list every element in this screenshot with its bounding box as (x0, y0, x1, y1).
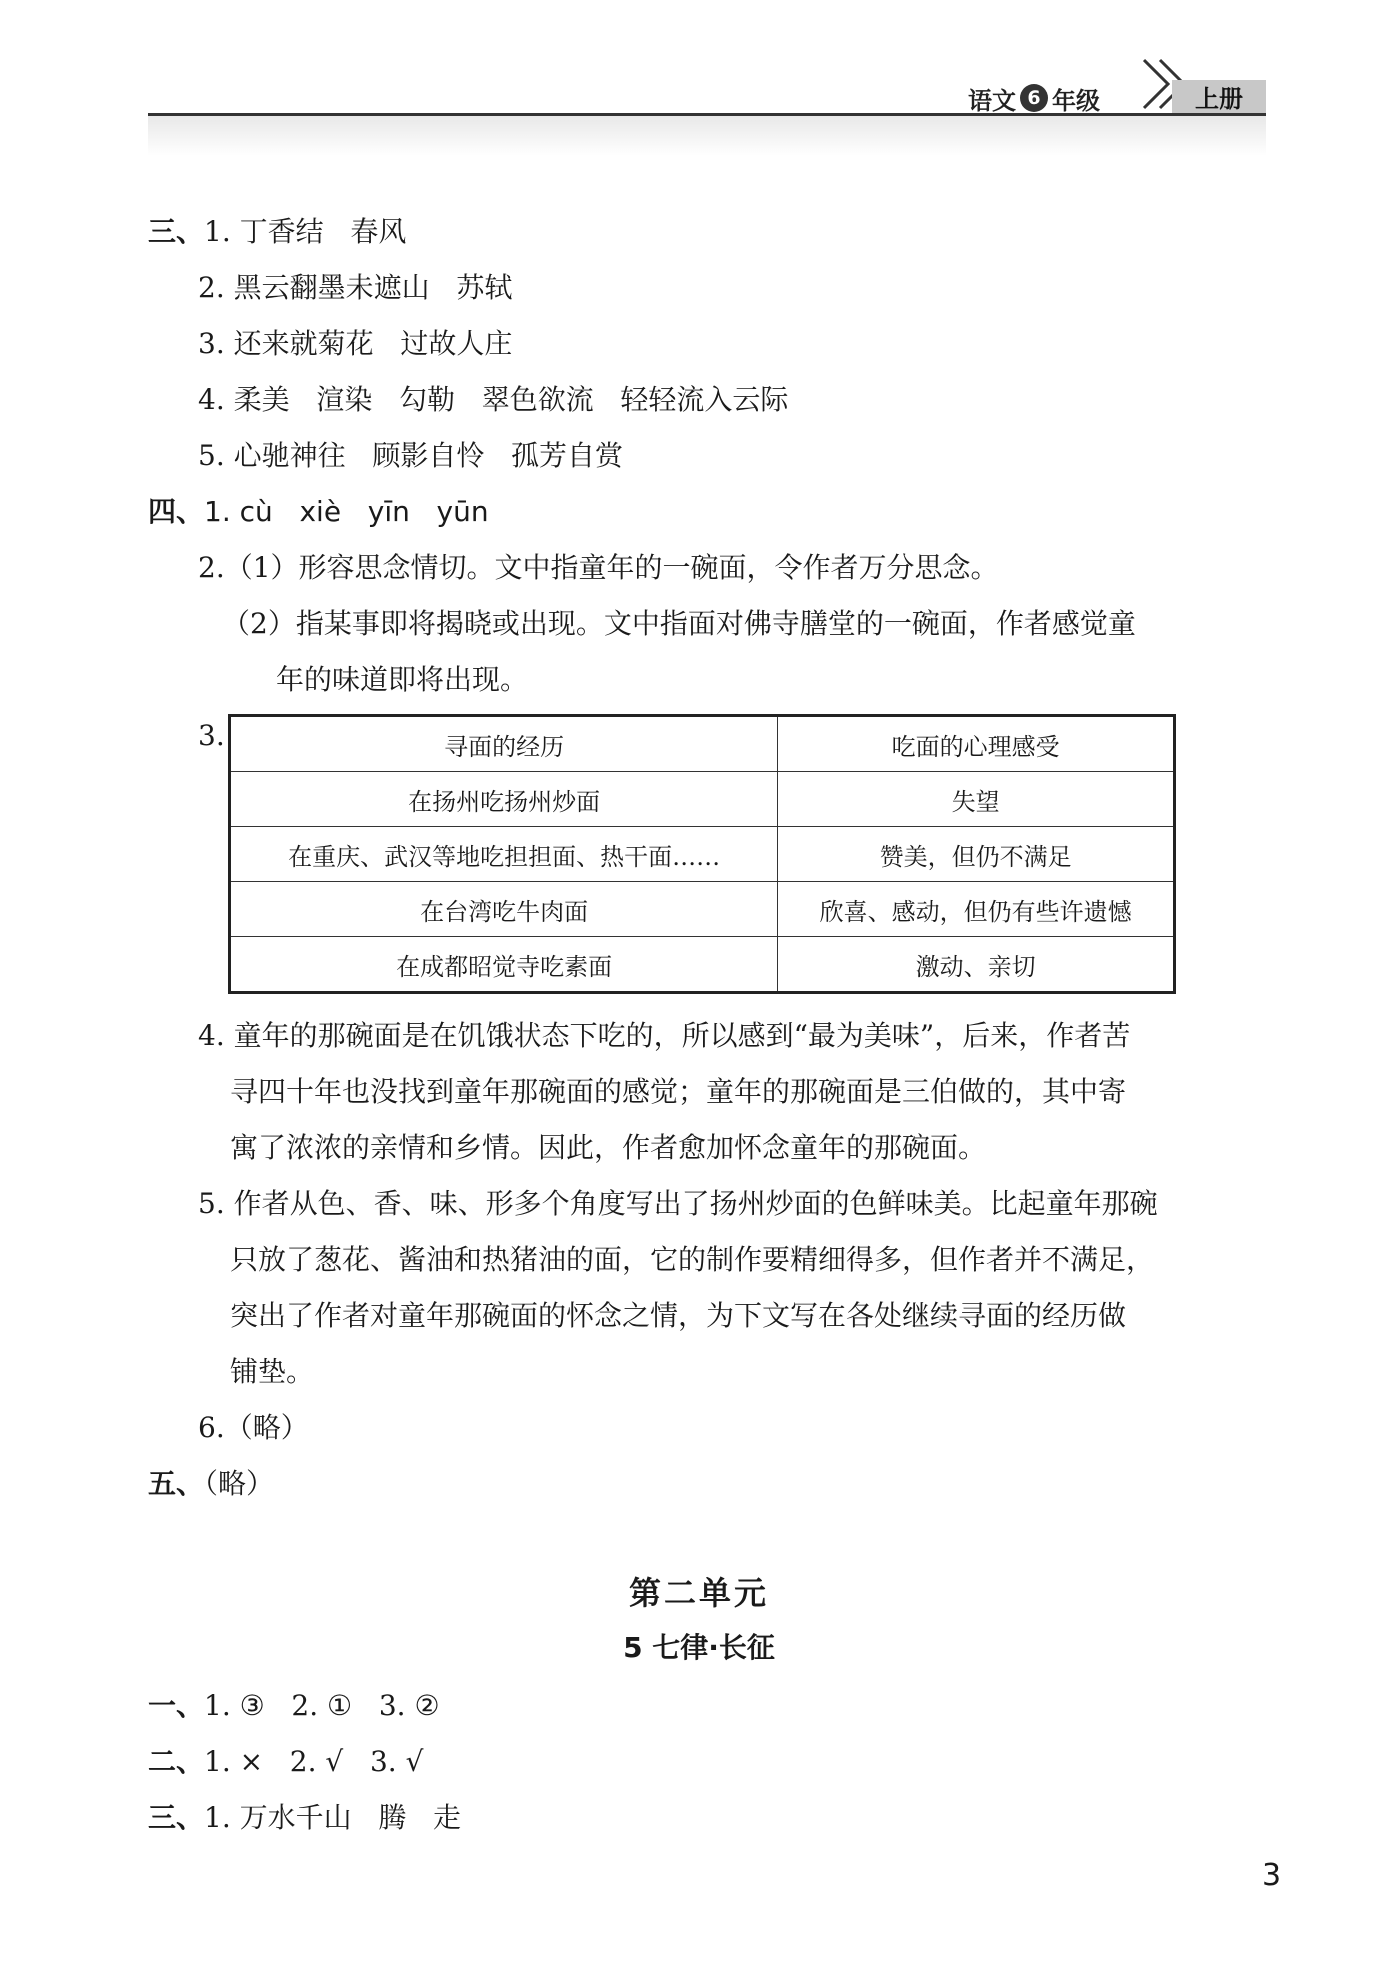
answer-line (148, 1464, 274, 1504)
answer-line: 4. 柔美 渲染 勾勒 翠色欲流 轻轻流入云际 (198, 383, 789, 416)
answer-line (148, 492, 489, 532)
question-label: 二、 (148, 1745, 205, 1778)
page-number: 3 (1262, 1858, 1282, 1893)
answer-line (148, 1798, 461, 1838)
answer-line: 4. 童年的那碗面是在饥饿状态下吃的，所以感到“最为美味”，后来，作者苦 (198, 1019, 1131, 1052)
answer-text: （略） (204, 1467, 275, 1500)
table-cell: 激动、亲切 (778, 937, 1175, 993)
answer-text: 1. 丁香结 春风 (204, 215, 407, 248)
answer-line: 3. 还来就菊花 过故人庄 (198, 327, 513, 360)
answer-line (148, 212, 406, 252)
table-row (230, 772, 1175, 827)
table-cell: 在成都昭觉寺吃素面 (230, 937, 778, 993)
answer-line (148, 1686, 440, 1726)
answer-line: 年的味道即将出现。 (276, 663, 529, 696)
question-label: 三、 (148, 215, 205, 248)
book-title (968, 80, 1100, 116)
answer-line: 3. (198, 719, 225, 752)
grade-suffix: 年级 (1052, 86, 1100, 115)
unit-title: 第二单元 (628, 1574, 769, 1612)
answer-line (148, 1742, 423, 1782)
header-shade (148, 116, 1266, 156)
answer-text: 1. ③ 2. ① 3. ② (204, 1689, 440, 1722)
question-label: 四、 (148, 495, 205, 528)
answer-line: 只放了葱花、酱油和热猪油的面，它的制作要精细得多，但作者并不满足， (230, 1243, 1155, 1276)
answer-line: 6.（略） (198, 1411, 309, 1444)
answer-line: （2）指某事即将揭晓或出现。文中指面对佛寺膳堂的一碗面，作者感觉童 (222, 607, 1136, 640)
answer-line: 5. 心驰神往 顾影自怜 孤芳自赏 (198, 439, 624, 472)
table-cell: 在重庆、武汉等地吃担担面、热干面…… (230, 827, 778, 882)
pinyin-answer: 1. cù xiè yīn yūn (204, 495, 489, 528)
table-cell: 在扬州吃扬州炒面 (230, 772, 778, 827)
answer-line: 铺垫。 (230, 1355, 315, 1388)
answer-text: 1. 万水千山 腾 走 (204, 1801, 462, 1834)
volume-tab: 上册 (1172, 80, 1266, 113)
answer-line: 5. 作者从色、香、味、形多个角度写出了扬州炒面的色鲜味美。比起童年那碗 (198, 1187, 1158, 1220)
table-row (230, 937, 1175, 993)
answer-line: 寻四十年也没找到童年那碗面的感觉；童年的那碗面是三伯做的，其中寄 (230, 1075, 1127, 1108)
question-label: 五、 (148, 1467, 205, 1500)
question-label: 三、 (148, 1801, 205, 1834)
table-row (230, 882, 1175, 937)
answer-text: 1. × 2. √ 3. √ (204, 1745, 424, 1778)
table-cell: 失望 (778, 772, 1175, 827)
answer-line: 2. 黑云翻墨未遮山 苏轼 (198, 271, 513, 304)
table-cell: 在台湾吃牛肉面 (230, 882, 778, 937)
grade-number-badge: 6 (1020, 84, 1048, 112)
table-header-cell: 寻面的经历 (230, 716, 778, 772)
table-header-row (230, 716, 1175, 772)
answer-line: 突出了作者对童年那碗面的怀念之情，为下文写在各处继续寻面的经历做 (230, 1299, 1127, 1332)
subject-label: 语文 (968, 86, 1016, 115)
lesson-title: 5 七律·长征 (623, 1631, 775, 1664)
table-cell: 赞美，但仍不满足 (778, 827, 1175, 882)
question-label: 一、 (148, 1689, 205, 1722)
table-header-cell: 吃面的心理感受 (778, 716, 1175, 772)
table-row (230, 827, 1175, 882)
answer-line: 2.（1）形容思念情切。文中指童年的一碗面，令作者万分思念。 (198, 551, 999, 584)
table-cell: 欣喜、感动，但仍有些许遗憾 (778, 882, 1175, 937)
answer-line: 寓了浓浓的亲情和乡情。因此，作者愈加怀念童年的那碗面。 (230, 1131, 987, 1164)
noodle-experience-table (228, 714, 1176, 994)
